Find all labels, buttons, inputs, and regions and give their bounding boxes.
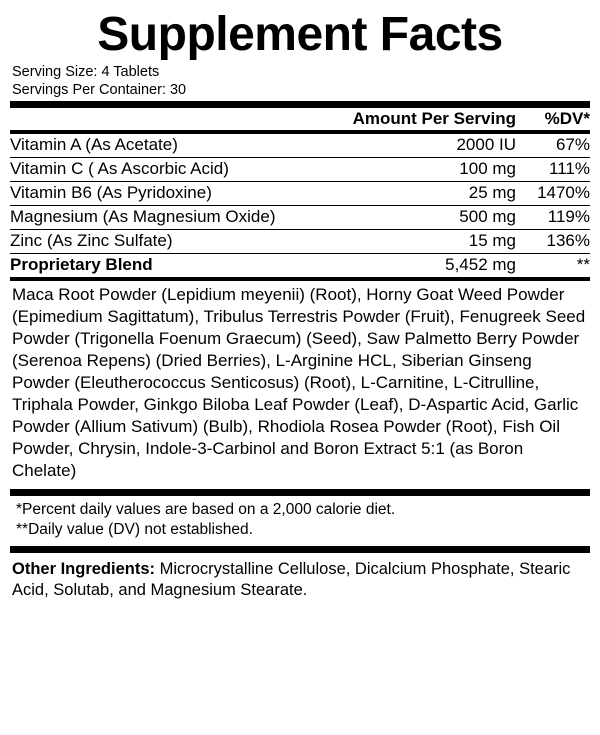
table-row-proprietary-blend <box>10 253 590 279</box>
blend-amount: 5,452 mg <box>323 253 516 279</box>
nutrient-dv: 67% <box>516 132 590 158</box>
servings-per-container: Servings Per Container: 30 <box>12 81 187 98</box>
divider-top <box>10 101 590 108</box>
nutrient-dv: 111% <box>516 157 590 181</box>
nutrient-amount: 500 mg <box>323 205 516 229</box>
table-row <box>10 157 590 181</box>
nutrient-name: Vitamin B6 (As Pyridoxine) <box>10 181 323 205</box>
nutrient-amount: 15 mg <box>323 229 516 253</box>
header-amount-per-serving: Amount Per Serving <box>323 108 516 132</box>
divider-before-other-ingredients <box>10 546 590 553</box>
table-row <box>10 181 590 205</box>
other-ingredients <box>10 553 590 601</box>
footnote-dv-not-established: **Daily value (DV) not established. <box>16 521 253 539</box>
table-row <box>10 229 590 253</box>
table-header-row <box>10 108 590 132</box>
nutrient-amount: 2000 IU <box>323 132 516 158</box>
nutrient-dv: 119% <box>516 205 590 229</box>
table-row <box>10 132 590 158</box>
blend-dv: ** <box>516 253 590 279</box>
other-ingredients-label: Other Ingredients: <box>12 560 156 579</box>
nutrient-name: Vitamin A (As Acetate) <box>10 132 323 158</box>
table-row <box>10 205 590 229</box>
nutrient-name: Magnesium (As Magnesium Oxide) <box>10 205 323 229</box>
serving-info <box>12 64 590 98</box>
nutrient-name: Vitamin C ( As Ascorbic Acid) <box>10 157 323 181</box>
divider-before-footnotes <box>10 489 590 496</box>
serving-size: Serving Size: 4 Tablets <box>12 64 160 81</box>
nutrient-name: Zinc (As Zinc Sulfate) <box>10 229 323 253</box>
footnotes <box>10 496 590 544</box>
page-title: Supplement Facts <box>97 8 503 61</box>
header-percent-dv: %DV* <box>516 108 590 132</box>
nutrition-table <box>10 108 590 281</box>
nutrient-amount: 25 mg <box>323 181 516 205</box>
nutrient-dv: 136% <box>516 229 590 253</box>
other-ingredients-text: Microcrystalline Cellulose, Dicalcium Phosphate, Stearic Acid, Solutab, and Magnesium Stearate. <box>12 560 571 600</box>
nutrient-amount: 100 mg <box>323 157 516 181</box>
header-blank <box>10 108 323 132</box>
nutrient-dv: 1470% <box>516 181 590 205</box>
blend-ingredients-list: Maca Root Powder (Lepidium meyenii) (Root), Horny Goat Weed Powder (Epimedium Sagittatum), Tribulus Terrestris Powder (Fruit), Fenugreek Seed Powder (Trigonella Foenum Graecum) (Seed), Saw Palmetto Berry Powder (Serenoa Repens) (Dried Berries), L-Arginine HCL, Siberian Ginseng Powder (Eleutherococcus Senticosus) (Root), L-Carnitine, L-Citrulline, Triphala Powder, Ginkgo Biloba Leaf Powder (Leaf), D-Aspartic Acid, Garlic Powder (Allium Sativum) (Bulb), Rhodiola Rosea Powder (Root), Fish Oil Powder, Chrysin, Indole-3-Carbinol and Boron Extract 5:1 (as Boron Chelate) <box>12 284 586 481</box>
blend-name: Proprietary Blend <box>10 253 323 279</box>
footnote-daily-value: *Percent daily values are based on a 2,000 calorie diet. <box>16 501 396 519</box>
